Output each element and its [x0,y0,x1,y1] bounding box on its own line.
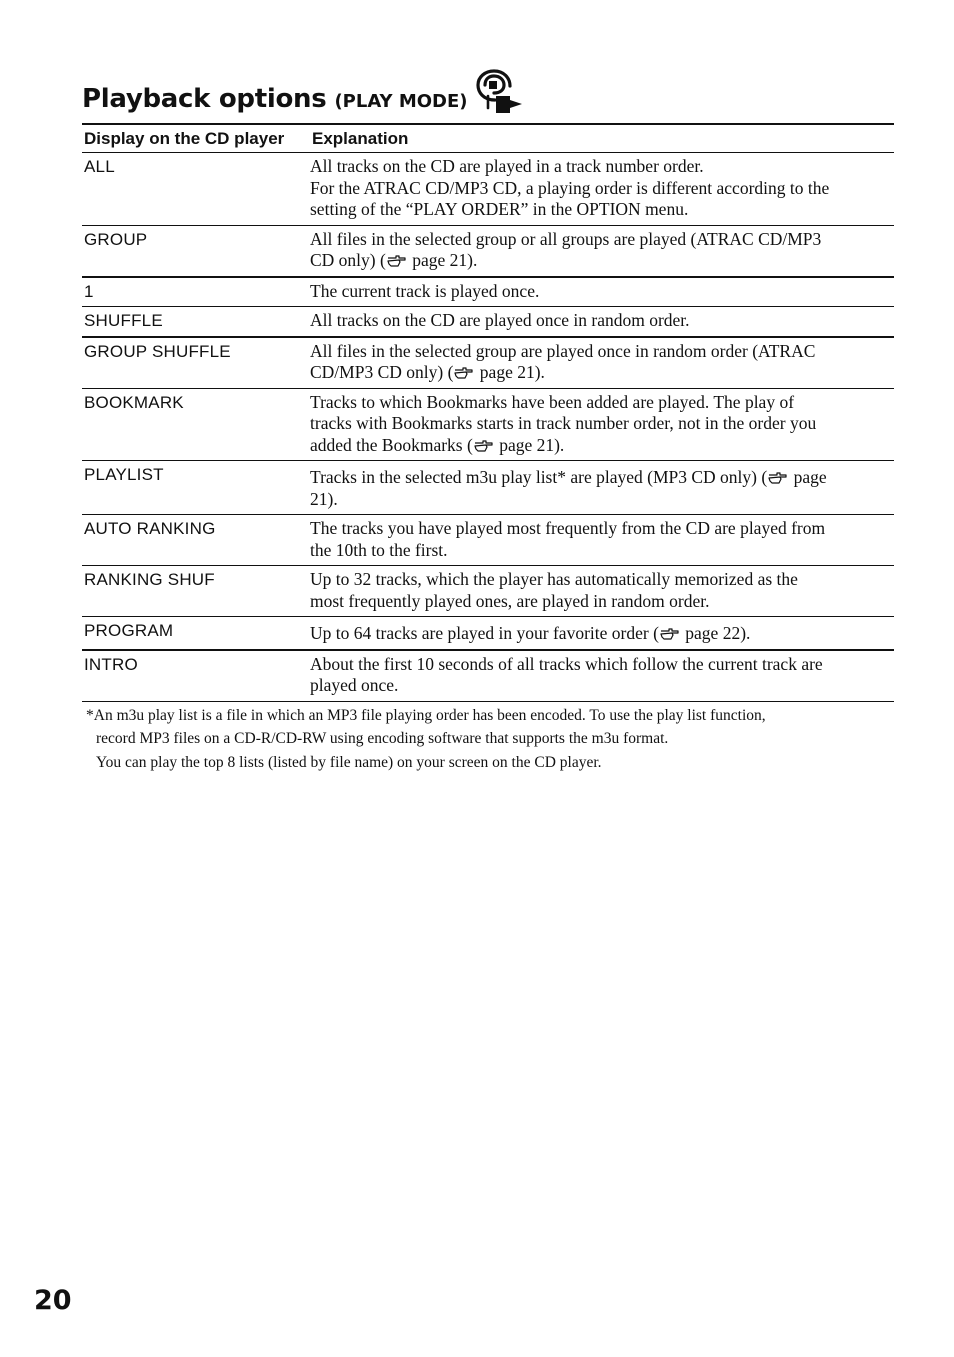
explanation-text: page 21). [407,250,478,270]
explanation-text: page [789,467,827,487]
display-cell: GROUP [82,225,306,277]
display-cell: PLAYLIST [82,461,306,515]
explanation-line: For the ATRAC CD/MP3 CD, a playing order is different according to the [310,177,830,198]
explanation-text: added the Bookmarks ( [310,434,473,455]
footnote [86,704,886,774]
table-row [82,566,894,617]
display-cell: PROGRAM [82,617,306,650]
explanation-cell [306,617,894,650]
explanation-line: All tracks on the CD are played in a track number order. [310,156,704,176]
explanation-cell [306,307,894,337]
explanation-text: Up to 64 tracks are played in your favorite order ( [310,623,659,643]
page-heading [82,60,524,112]
table-row [82,388,894,461]
explanation-cell [306,153,894,226]
explanation-line [310,362,892,384]
explanation-line: The tracks you have played most frequently from the CD are played from [310,518,826,538]
explanation-text: Tracks in the selected m3u play list* are played (MP3 CD only) ( [310,467,768,487]
explanation-line: played once. [310,675,399,695]
display-cell: BOOKMARK [82,388,306,461]
explanation-cell [306,277,894,307]
display-cell: 1 [82,277,306,307]
page-title: Playback options [82,84,327,114]
explanation-line: All files in the selected group are played once in random order (ATRAC [310,340,816,361]
footnote-line: *An m3u play list is a file in which an MP3 file playing order has been encoded. To use the play list function, [86,707,766,724]
play-mode-table [82,123,894,702]
explanation-cell [306,566,894,617]
table-row [82,153,894,226]
explanation-line: All tracks on the CD are played once in random order. [310,310,690,330]
pointing-hand-icon [454,366,474,380]
explanation-line: the 10th to the first. [310,539,448,560]
explanation-line: Tracks to which Bookmarks have been added are played. The play of [310,391,795,412]
footnote-line: record MP3 files on a CD-R/CD-RW using encoding software that supports the m3u format. [96,730,669,747]
pointing-hand-icon [387,254,407,268]
play-mode-icon [474,68,524,116]
table-row [82,617,894,650]
display-cell: SHUFFLE [82,307,306,337]
explanation-line [310,623,892,645]
explanation-cell [306,650,894,702]
explanation-line: tracks with Bookmarks starts in track number order, not in the order you [310,413,817,433]
pointing-hand-icon [768,471,788,485]
display-cell: INTRO [82,650,306,702]
table-row [82,515,894,566]
table-row [82,307,894,337]
explanation-cell [306,225,894,277]
explanation-text: CD/MP3 CD only) ( [310,362,454,382]
table-row [82,225,894,277]
explanation-cell [306,515,894,566]
table-row [82,461,894,515]
explanation-text: page 22). [680,623,751,643]
page-number: 20 [34,1285,72,1316]
table-row [82,337,894,389]
table-row [82,650,894,702]
explanation-cell [306,337,894,389]
explanation-cell [306,461,894,515]
display-cell: ALL [82,153,306,226]
explanation-line: All files in the selected group or all groups are played (ATRAC CD/MP3 [310,228,822,249]
explanation-line: The current track is played once. [310,280,540,301]
explanation-line [310,467,892,489]
explanation-line: 21). [310,488,338,509]
page-subtitle: (PLAY MODE) [334,91,468,112]
explanation-line: About the first 10 seconds of all tracks which follow the current track are [310,653,823,674]
column-header-display: Display on the CD player [82,124,306,153]
pointing-hand-icon [660,627,680,641]
pointing-hand-icon [474,439,494,453]
footnote-line: You can play the top 8 lists (listed by file name) on your screen on the CD player. [96,754,602,771]
explanation-text: CD only) ( [310,250,386,270]
explanation-line: most frequently played ones, are played in random order. [310,590,710,611]
table-header-row [82,124,894,153]
display-cell: RANKING SHUF [82,566,306,617]
column-header-explanation: Explanation [306,124,894,153]
explanation-line: Up to 32 tracks, which the player has automatically memorized as the [310,569,798,589]
display-cell: AUTO RANKING [82,515,306,566]
explanation-cell [306,388,894,461]
explanation-line [310,435,892,457]
explanation-text: page 21). [494,434,565,455]
explanation-text: page 21). [475,362,545,382]
explanation-line [310,250,892,272]
table-row [82,277,894,307]
explanation-line: setting of the “PLAY ORDER” in the OPTION menu. [310,199,689,219]
display-cell: GROUP SHUFFLE [82,337,306,389]
